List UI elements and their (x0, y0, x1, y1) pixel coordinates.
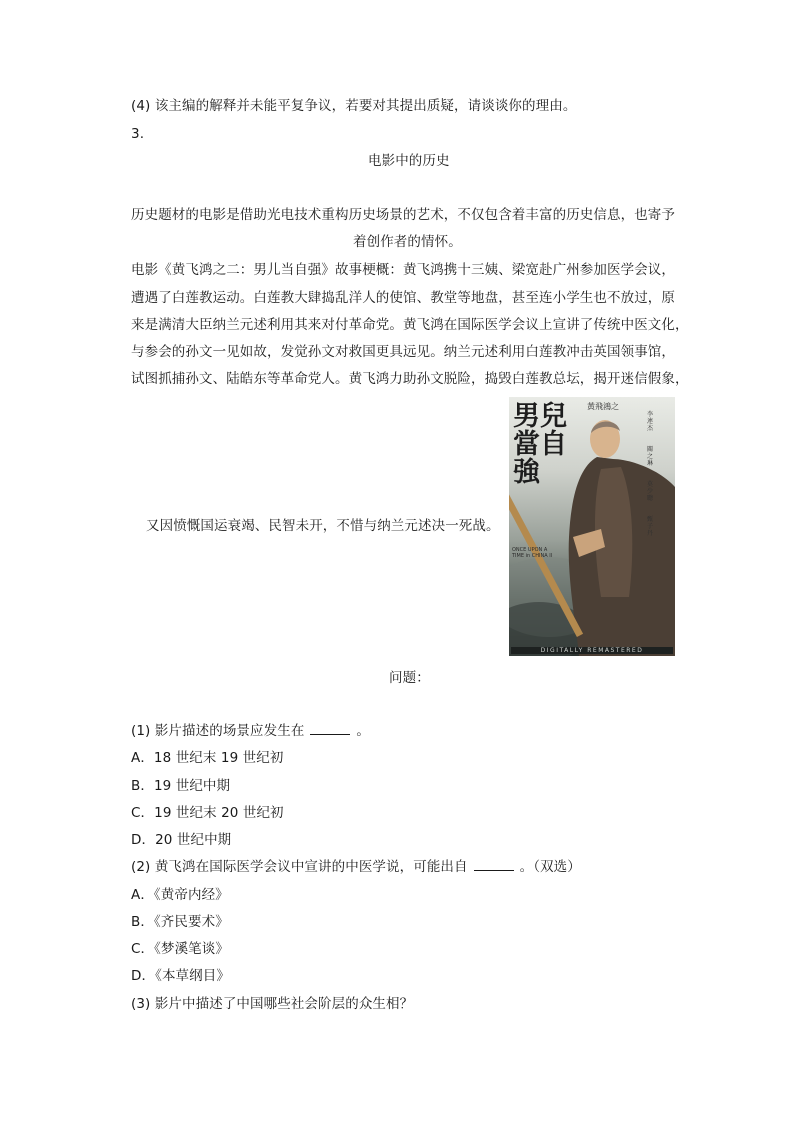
question-4: (4) 该主编的解释并未能平复争议，若要对其提出质疑，请谈谈你的理由。 (131, 98, 577, 114)
answer-blank-1 (310, 722, 350, 735)
poster-english-title: ONCE UPON A TIME in CHINA II (512, 547, 553, 559)
question-3-number: 3. (131, 126, 145, 142)
option-2c: C．《梦溪笔谈》 (131, 941, 229, 957)
option-1b: B．19 世纪中期 (131, 778, 231, 794)
questions-label: 问题： (389, 670, 430, 686)
story-line-5: 试图抓捕孙文、陆皓东等革命党人。黄飞鸿力助孙文脱险，捣毁白莲教总坛，揭开迷信假象， (131, 371, 689, 387)
sub-question-2-stem: (2) 黄飞鸿在国际医学会议中宣讲的中医学说，可能出自 (131, 859, 468, 875)
sub-question-1 (131, 722, 370, 740)
poster-caption: DIGITALLY REMASTERED (511, 647, 673, 654)
sub-question-2 (131, 858, 581, 876)
option-1c: C．19 世纪末 20 世纪初 (131, 805, 284, 821)
sub-question-3: (3) 影片中描述了中国哪些社会阶层的众生相？ (131, 996, 414, 1012)
option-2a: A．《黄帝内经》 (131, 887, 229, 903)
story-line-4: 与参会的孙文一见如故，发觉孙文对救国更具远见。纳兰元述利用白莲教冲击英国领事馆， (131, 344, 675, 360)
story-line-1: 电影《黄飞鸿之二：男儿当自强》故事梗概：黄飞鸿携十三姨、梁宽赴广州参加医学会议， (131, 262, 675, 278)
poster-subtitle: 黃飛鴻之 (587, 402, 619, 411)
option-2b: B．《齐民要术》 (131, 914, 229, 930)
movie-poster-image (509, 397, 675, 656)
poster-cast-3: 莫少聰 (647, 481, 654, 502)
option-1a: A．18 世纪末 19 世纪初 (131, 750, 284, 766)
poster-cast-1: 李連杰 (647, 411, 654, 432)
intro-line-1: 历史题材的电影是借助光电技术重构历史场景的艺术，不仅包含着丰富的历史信息，也寄予 (131, 207, 675, 223)
story-line-6: 又因愤慨国运衰竭、民智未开，不惜与纳兰元述决一死战。 (146, 518, 500, 534)
option-2d: D．《本草纲目》 (131, 968, 230, 984)
passage-title: 电影中的历史 (368, 153, 450, 169)
sub-question-2-end: 。（双选） (519, 859, 581, 875)
poster-cast-2: 關之琳 (647, 446, 654, 467)
story-line-2: 遭遇了白莲教运动。白莲教大肆捣乱洋人的使馆、教堂等地盘，甚至连小学生也不放过，原 (131, 290, 675, 306)
poster-cast (647, 411, 657, 537)
poster-cast-4: 甄子丹 (647, 516, 654, 537)
sub-question-1-stem: (1) 影片描述的场景应发生在 (131, 723, 305, 739)
answer-blank-2 (474, 858, 514, 871)
poster-title: 男兒當自強 (513, 401, 567, 488)
option-1d: D．20 世纪中期 (131, 832, 232, 848)
intro-line-2: 着创作者的情怀。 (353, 234, 462, 250)
sub-question-1-end: 。 (356, 723, 371, 739)
story-line-3: 来是满清大臣纳兰元述利用其来对付革命党。黄飞鸿在国际医学会议上宣讲了传统中医文化， (131, 317, 689, 333)
